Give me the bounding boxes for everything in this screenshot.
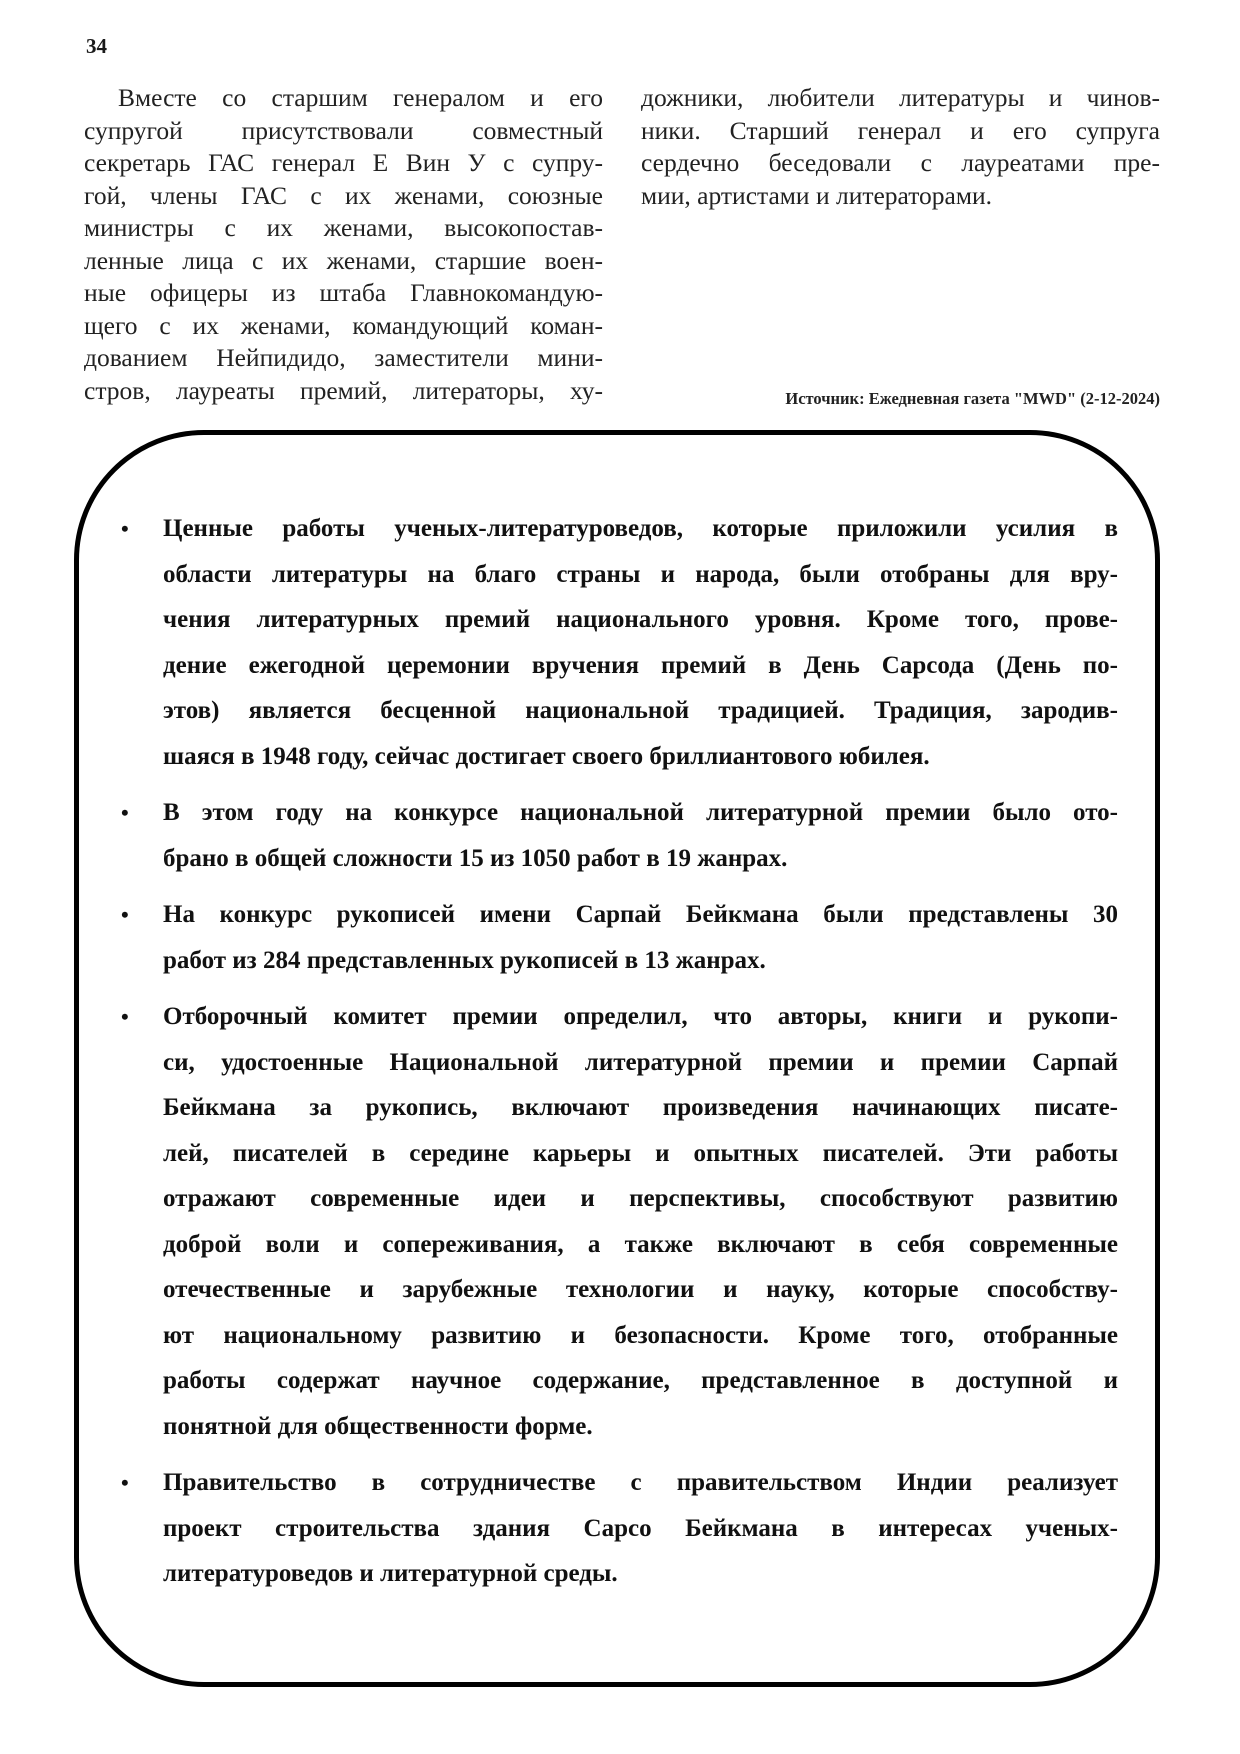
text-line: си, удостоенные Национальной литературной премии и премии Сарпай: [163, 1048, 1118, 1076]
text-line: мии, артистами и литераторами.: [641, 180, 992, 210]
bullet-icon: •: [121, 516, 129, 541]
text-line: сердечно беседовали с лауреатами пре-: [641, 148, 1160, 177]
page-number: 34: [86, 34, 107, 58]
text-line: дованием Нейпидидо, заместители мини-: [84, 343, 603, 372]
list-item: [118, 1460, 1118, 1597]
bullet-icon: •: [121, 1004, 129, 1029]
list-item: [118, 790, 1118, 881]
text-line: отражают современные идеи и перспективы, способствуют развитию: [163, 1185, 1118, 1212]
source-citation: Источник: Ежедневная газета "MWD" (2-12-2024): [785, 389, 1160, 408]
text-line: дение ежегодной церемонии вручения премий в День Сарсода (День по-: [163, 651, 1118, 679]
text-line: щего с их женами, командующий коман-: [84, 310, 603, 340]
text-line: На конкурс рукописей имени Сарпай Бейкмана были представлены 30: [163, 901, 1118, 928]
bullet-icon: •: [121, 800, 129, 825]
text-line: Ценные работы ученых-литературоведов, которые приложили усилия в: [163, 515, 1118, 542]
text-line: гой, члены ГАС с их женами, союзные: [84, 180, 603, 210]
list-item: [118, 994, 1118, 1449]
article-right-column: [641, 82, 1160, 212]
text-line: работы содержат научное содержание, представленное в доступной и: [163, 1367, 1118, 1394]
text-line: Правительство в сотрудничестве с правительством Индии реализует: [163, 1469, 1118, 1496]
list-item-text: [163, 994, 1118, 1449]
text-line: чения литературных премий национального уровня. Кроме того, прове-: [163, 606, 1118, 633]
text-line: работ из 284 представленных рукописей в 13 жанрах.: [163, 946, 766, 974]
text-line: брано в общей сложности 15 из 1050 работ в 19 жанрах.: [163, 844, 788, 872]
text-line: министры с их женами, высокопостав-: [84, 213, 603, 242]
list-item-text: [163, 506, 1118, 779]
text-line: дожники, любители литературы и чинов-: [641, 83, 1160, 112]
text-line: стров, лауреаты премий, литераторы, ху-: [84, 375, 603, 405]
text-line: отечественные и зарубежные технологии и науку, которые способству-: [163, 1276, 1118, 1303]
text-line: доброй воли и сопереживания, а также включают в себя современные: [163, 1230, 1118, 1258]
list-item-text: [163, 892, 1118, 983]
bullet-list: [118, 506, 1118, 1608]
text-line: ленные лица с их женами, старшие воен-: [84, 245, 603, 275]
text-line: Бейкмана за рукопись, включают произведения начинающих писате-: [163, 1094, 1118, 1121]
list-item-text: [163, 1460, 1118, 1597]
text-line: секретарь ГАС генерал Е Вин У с супру-: [84, 148, 603, 177]
text-line: Отборочный комитет премии определил, что авторы, книги и рукопи-: [163, 1003, 1118, 1030]
article-left-column: [84, 82, 603, 407]
text-line: В этом году на конкурсе национальной литературной премии было ото-: [163, 799, 1118, 826]
text-line: проект строительства здания Сарсо Бейкмана в интересах ученых-: [163, 1514, 1118, 1542]
text-line: Вместе со старшим генералом и его: [118, 83, 603, 112]
text-line: ные офицеры из штаба Главнокомандую-: [84, 278, 603, 307]
bullet-icon: •: [121, 1470, 129, 1495]
text-line: супругой присутствовали совместный: [84, 115, 603, 145]
list-item: [118, 892, 1118, 983]
bullet-icon: •: [121, 902, 129, 927]
list-item: [118, 506, 1118, 779]
list-item-text: [163, 790, 1118, 881]
text-line: лей, писателей в середине карьеры и опытных писателей. Эти работы: [163, 1139, 1118, 1167]
text-line: ют национальному развитию и безопасности. Кроме того, отобранные: [163, 1321, 1118, 1349]
text-line: области литературы на благо страны и народа, были отобраны для вру-: [163, 560, 1118, 588]
text-line: ники. Старший генерал и его супруга: [641, 115, 1160, 145]
text-line: понятной для общественности форме.: [163, 1412, 593, 1440]
text-line: литературоведов и литературной среды.: [163, 1560, 618, 1587]
text-line: этов) является бесценной национальной традицией. Традиция, зародив-: [163, 697, 1118, 724]
text-line: шаяся в 1948 году, сейчас достигает своего бриллиантового юбилея.: [163, 742, 930, 770]
